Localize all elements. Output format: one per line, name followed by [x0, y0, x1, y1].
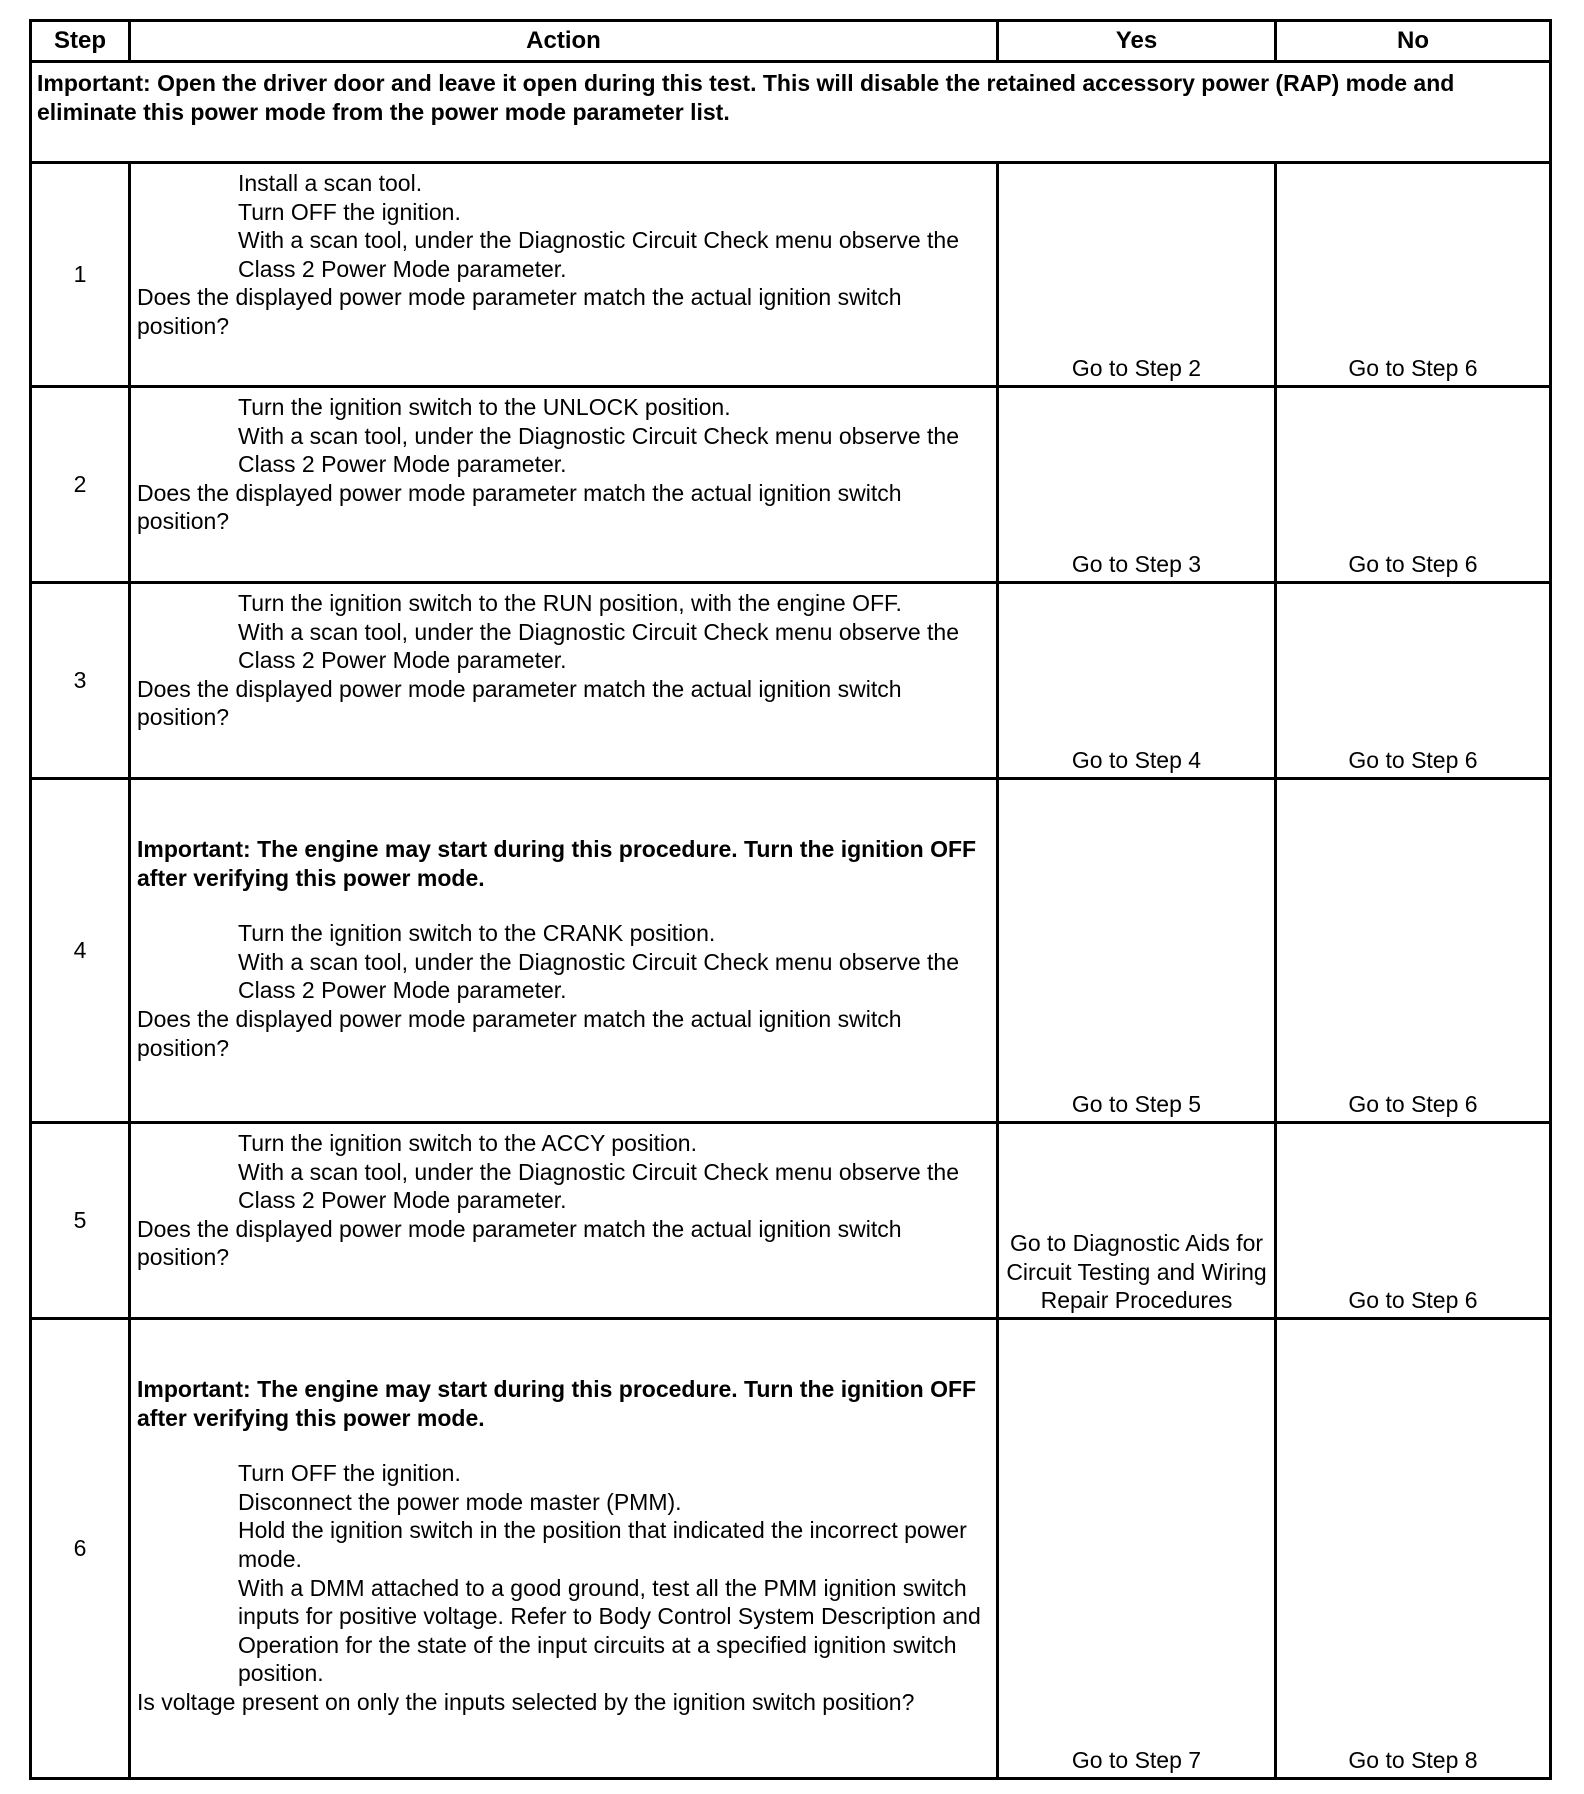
substep: Turn OFF the ignition. — [238, 1460, 461, 1487]
substep: Turn the ignition switch to the RUN position, with the engine OFF. — [238, 590, 902, 616]
substep: Disconnect the power mode master (PMM). — [238, 1488, 682, 1515]
no-text: Go to Step 6 — [1348, 551, 1478, 578]
step-row-5 — [31, 1123, 1551, 1319]
step-important-note: Important: The engine may start during this procedure. Turn the ignition OFF after verifying this power mode. — [137, 836, 977, 891]
step-number: 3 — [31, 583, 130, 779]
step-row-2 — [31, 387, 1551, 583]
step-number: 4 — [31, 779, 130, 1123]
header-no: No — [1276, 21, 1551, 62]
yes-text: Go to Step 3 — [1071, 551, 1202, 578]
substeps — [137, 393, 988, 479]
no-result — [1276, 583, 1551, 779]
important-cell — [31, 62, 1551, 163]
step-action — [130, 583, 998, 779]
step-question: Does the displayed power mode parameter match the actual ignition switch position? — [137, 284, 902, 339]
step-row-4 — [31, 779, 1551, 1123]
no-text: Go to Step 8 — [1348, 1747, 1478, 1774]
step-row-1 — [31, 163, 1551, 387]
step-action — [130, 163, 998, 387]
step-number: 6 — [31, 1319, 130, 1779]
diagnostic-table — [29, 19, 1552, 1780]
step-number: 1 — [31, 163, 130, 387]
no-text: Go to Step 6 — [1348, 1287, 1478, 1314]
substep: Turn OFF the ignition. — [238, 198, 461, 225]
yes-result — [998, 1319, 1276, 1779]
substeps — [137, 1129, 988, 1215]
substep: Turn the ignition switch to the ACCY position. — [238, 1130, 697, 1156]
yes-text: Go to Step 4 — [1071, 747, 1202, 774]
step-action — [130, 387, 998, 583]
header-step: Step — [31, 21, 130, 62]
step-question: Is voltage present on only the inputs selected by the ignition switch position? — [137, 1688, 915, 1715]
yes-result — [998, 1123, 1276, 1319]
step-question: Does the displayed power mode parameter match the actual ignition switch position? — [137, 675, 902, 731]
no-text: Go to Step 6 — [1348, 355, 1478, 382]
substeps — [137, 169, 988, 283]
substep: Hold the ignition switch in the position that indicated the incorrect power mode. — [238, 1517, 967, 1572]
step-body — [137, 1325, 988, 1688]
substep: Turn the ignition switch to the UNLOCK position. — [238, 394, 731, 420]
no-result — [1276, 387, 1551, 583]
no-result — [1276, 1123, 1551, 1319]
yes-result — [998, 163, 1276, 387]
substep: With a scan tool, under the Diagnostic Circuit Check menu observe the Class 2 Power Mode parameter. — [238, 227, 960, 282]
no-text: Go to Step 6 — [1348, 1091, 1478, 1118]
step-action — [130, 779, 998, 1123]
step-number: 5 — [31, 1123, 130, 1319]
no-text: Go to Step 6 — [1348, 747, 1478, 774]
substeps — [137, 919, 988, 1005]
yes-result — [998, 779, 1276, 1123]
step-question: Does the displayed power mode parameter match the actual ignition switch position? — [137, 1215, 902, 1271]
header-action: Action — [130, 21, 998, 62]
step-question: Does the displayed power mode parameter match the actual ignition switch position? — [137, 1005, 902, 1061]
substeps — [137, 589, 988, 675]
yes-text: Go to Step 2 — [1071, 355, 1202, 382]
step-question: Does the displayed power mode parameter match the actual ignition switch position? — [137, 479, 902, 535]
step-row-3 — [31, 583, 1551, 779]
no-result — [1276, 779, 1551, 1123]
substeps — [137, 1459, 988, 1688]
no-result — [1276, 1319, 1551, 1779]
step-action — [130, 1319, 998, 1779]
step-number: 2 — [31, 387, 130, 583]
substep: With a scan tool, under the Diagnostic Circuit Check menu observe the Class 2 Power Mode parameter. — [238, 1158, 960, 1214]
yes-text: Go to Step 7 — [1071, 1747, 1202, 1774]
step-action — [130, 1123, 998, 1319]
important-note: Important: Open the driver door and leave it open during this test. This will disable the retained accessory power (RAP) mode and eliminate this power mode from the power mode parameter list. — [37, 70, 1455, 125]
substep: With a scan tool, under the Diagnostic Circuit Check menu observe the Class 2 Power Mode parameter. — [238, 948, 960, 1004]
substep: With a scan tool, under the Diagnostic Circuit Check menu observe the Class 2 Power Mode parameter. — [238, 422, 960, 478]
substep: Turn the ignition switch to the CRANK position. — [238, 920, 716, 947]
yes-text: Go to Step 5 — [1071, 1091, 1202, 1118]
substep: With a scan tool, under the Diagnostic Circuit Check menu observe the Class 2 Power Mode parameter. — [238, 618, 960, 674]
step-important-note: Important: The engine may start during this procedure. Turn the ignition OFF after verifying this power mode. — [137, 1376, 977, 1431]
step-body — [137, 785, 988, 1005]
substep: With a DMM attached to a good ground, test all the PMM ignition switch inputs for positive voltage. Refer to Body Control System Description and Operation for the state of the input circuits at a specified ignition switch position. — [238, 1574, 981, 1687]
no-result — [1276, 163, 1551, 387]
yes-text: Go to Diagnostic Aids for Circuit Testing and Wiring Repair Procedures — [1006, 1230, 1267, 1314]
header-row — [31, 21, 1551, 62]
substep: Install a scan tool. — [238, 170, 423, 196]
yes-result — [998, 387, 1276, 583]
header-yes: Yes — [998, 21, 1276, 62]
step-row-6 — [31, 1319, 1551, 1779]
yes-result — [998, 583, 1276, 779]
important-row — [31, 62, 1551, 163]
